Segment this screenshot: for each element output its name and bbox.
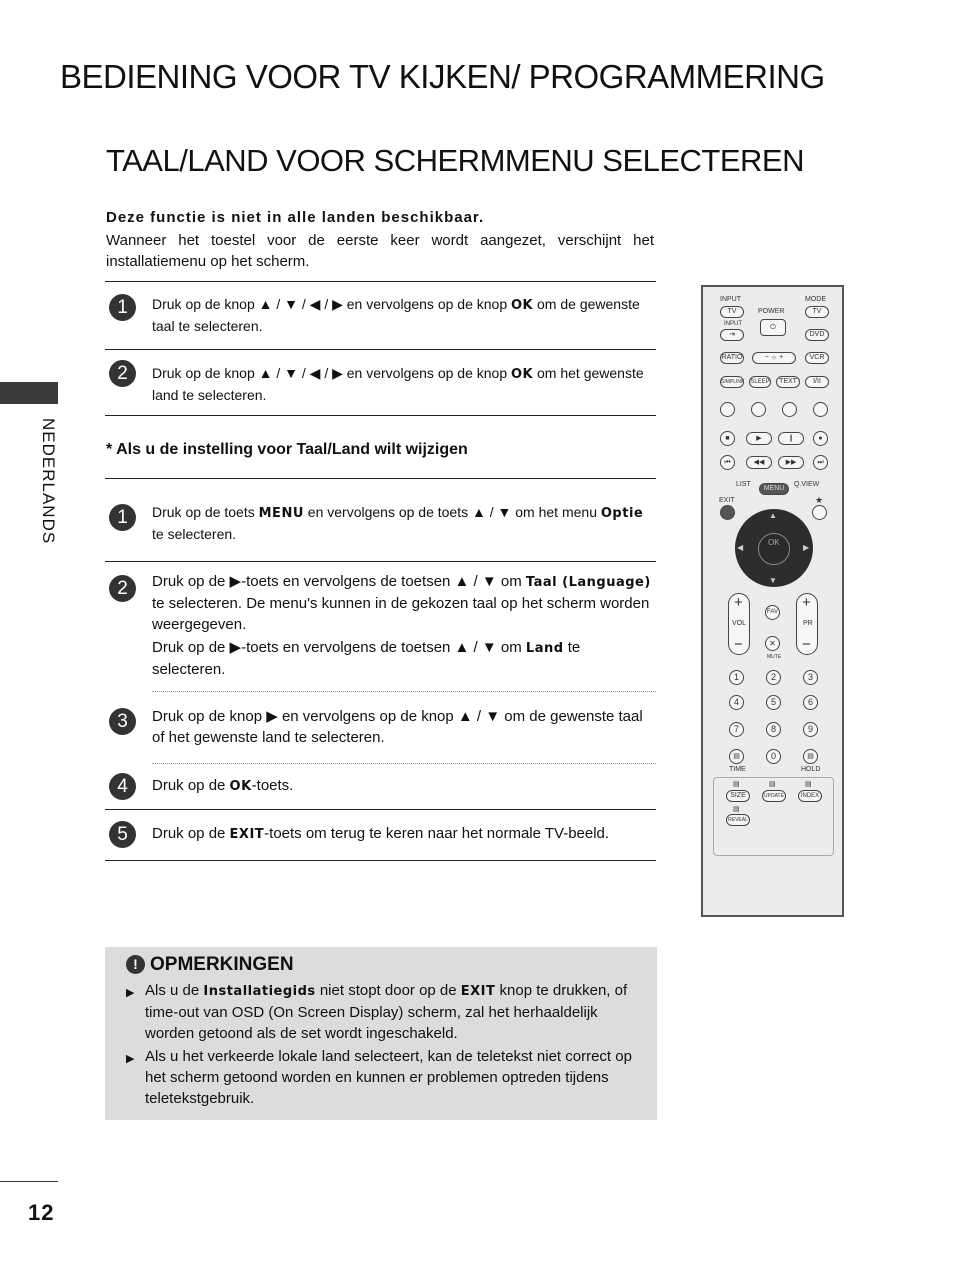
plus-icon: +	[734, 594, 743, 611]
minus-icon: −	[734, 636, 743, 653]
remote-mode-label: MODE	[805, 296, 826, 303]
divider	[105, 809, 656, 810]
arrow-left-icon: ◀	[737, 543, 744, 552]
step-text: Druk op de knop ▲ / ▼ / ◀ / ▶ en vervolgens op de knop OK om het gewenste land te selecteren.	[152, 365, 644, 403]
divider	[105, 415, 656, 416]
mute-icon: ✕	[765, 636, 780, 651]
dotted-divider	[152, 763, 656, 764]
subheading: * Als u de instelling voor Taal/Land wilt wijzigen	[106, 441, 468, 458]
bullet-arrow-icon: ▶	[126, 987, 135, 999]
digit-button: 5	[766, 695, 781, 710]
remote-mode-tv-button: TV	[805, 306, 829, 318]
section-title: TAAL/LAND VOOR SCHERMMENU SELECTEREN	[106, 143, 804, 178]
intro-text: Wanneer het toestel voor de eerste keer wordt aangezet, verschijnt het installatiemenu op het scherm.	[106, 232, 654, 270]
remote-index-button: INDEX	[798, 790, 822, 802]
step-number: 2	[109, 575, 136, 602]
remote-dvd-button: DVD	[805, 329, 829, 341]
digit-button: 7	[729, 722, 744, 737]
color-button	[720, 402, 735, 417]
divider	[105, 478, 656, 479]
remote-list-label: LIST	[736, 481, 751, 488]
remote-mute-label: MUTE	[767, 654, 782, 660]
star-icon: ★	[815, 495, 824, 505]
step-number: 1	[109, 504, 136, 531]
remote-vol-label: VOL	[732, 620, 747, 627]
star-button	[812, 505, 827, 520]
teletext-icon: ▤	[805, 781, 812, 788]
plus-icon: +	[802, 594, 811, 611]
step-text: Druk op de OK-toets.	[152, 777, 294, 794]
step-number: 3	[109, 708, 136, 735]
page-title: BEDIENING VOOR TV KIJKEN/ PROGRAMMERING	[60, 58, 825, 95]
remote-exit-label: EXIT	[719, 497, 735, 504]
remote-i-ii-button: I/II	[805, 376, 829, 388]
pause-icon: ❙	[778, 432, 804, 445]
bullet-arrow-icon: ▶	[126, 1053, 135, 1065]
remote-time-label: TIME	[729, 766, 746, 773]
remote-menu-button: MENU	[759, 483, 789, 495]
divider	[105, 281, 656, 282]
note-item: Als u de Installatiegids niet stopt door op de EXIT knop te drukken, of time-out van OSD (On Screen Display) scherm, zal het herhaaldelijk worden getoond als de set wordt ingeschakeld.	[145, 982, 628, 1042]
teletext-icon: ▤	[729, 749, 744, 764]
digit-button: 6	[803, 695, 818, 710]
step-number: 5	[109, 821, 136, 848]
remote-fav-button: FAV	[765, 605, 780, 620]
remote-size-button: SIZE	[726, 790, 750, 802]
remote-pr-label: PR	[803, 620, 813, 627]
fast-forward-icon: ▶▶	[778, 456, 804, 469]
remote-input-label: INPUT	[720, 296, 741, 303]
exit-button	[720, 505, 735, 520]
divider	[105, 860, 656, 861]
remote-ok-label: OK	[768, 538, 780, 547]
remote-tv-button: TV	[720, 306, 744, 318]
step-text: Druk op de EXIT-toets om terug te keren naar het normale TV-beeld.	[152, 825, 610, 842]
color-button	[813, 402, 828, 417]
step-text: Druk op de knop ▶ en vervolgens op de knop ▲ / ▼ om de gewenste taal of het gewenste land te selecteren.	[152, 708, 643, 746]
brightness-icon: − ☼ +	[752, 352, 796, 364]
play-icon: ▶	[746, 432, 772, 445]
remote-qview-label: Q.VIEW	[794, 481, 820, 488]
remote-reveal-button: REVEAL	[726, 814, 750, 826]
step-text: Druk op de ▶-toets en vervolgens de toetsen ▲ / ▼ om Land te selecteren.	[152, 639, 581, 678]
intro-bold-text: Deze functie is niet in alle landen beschikbaar.	[106, 209, 485, 226]
digit-button: 8	[766, 722, 781, 737]
step-number: 1	[109, 294, 136, 321]
teletext-icon: ▤	[769, 781, 776, 788]
digit-button: 4	[729, 695, 744, 710]
remote-vcr-button: VCR	[805, 352, 829, 364]
power-icon: ⏻	[760, 319, 786, 336]
teletext-icon: ▤	[803, 749, 818, 764]
input-source-icon: ⇥	[720, 329, 744, 341]
digit-button: 3	[803, 670, 818, 685]
step-number: 2	[109, 360, 136, 387]
digit-button: 2	[766, 670, 781, 685]
digit-button: 9	[803, 722, 818, 737]
teletext-icon: ▤	[733, 806, 740, 813]
remote-update-button: UPDATE	[762, 790, 786, 802]
digit-button: 1	[729, 670, 744, 685]
skip-back-icon: ⏮	[720, 455, 735, 470]
sidebar-tab	[0, 382, 58, 404]
rewind-icon: ◀◀	[746, 456, 772, 469]
step-number: 4	[109, 773, 136, 800]
remote-input-small-label: INPUT	[724, 321, 742, 327]
step-text: Druk op de toets MENU en vervolgens op de toets ▲ / ▼ om het menu Optie te selecteren.	[152, 504, 644, 542]
divider	[105, 561, 656, 562]
teletext-icon: ▤	[733, 781, 740, 788]
arrow-down-icon: ▼	[769, 576, 777, 585]
note-item: Als u het verkeerde lokale land selecteert, kan de teletekst niet correct op het scherm getoond worden en kunnen er problemen optreden tijdens teletekstgebruik.	[145, 1048, 632, 1107]
stop-icon: ■	[720, 431, 735, 446]
remote-hold-label: HOLD	[801, 766, 821, 773]
remote-sleep-button: SLEEP	[749, 376, 771, 388]
divider	[105, 349, 656, 350]
page-number-rule	[0, 1181, 58, 1182]
step-text: Druk op de knop ▲ / ▼ / ◀ / ▶ en vervolgens op de knop OK om de gewenste taal te selecteren.	[152, 296, 640, 334]
sidebar-language-label: NEDERLANDS	[39, 418, 58, 545]
color-button	[782, 402, 797, 417]
notes-title: OPMERKINGEN	[150, 954, 294, 975]
step-text: Druk op de ▶-toets en vervolgens de toetsen ▲ / ▼ om Taal (Language) te selecteren. De menu's kunnen in de gekozen taal op het scherm worden weergegeven.	[152, 573, 651, 633]
dotted-divider	[152, 691, 656, 692]
page-number: 12	[28, 1200, 55, 1225]
remote-simplink-button: SIMPLINK	[720, 376, 744, 388]
color-button	[751, 402, 766, 417]
record-icon: ●	[813, 431, 828, 446]
digit-button: 0	[766, 749, 781, 764]
skip-forward-icon: ⏭	[813, 455, 828, 470]
minus-icon: −	[802, 636, 811, 653]
arrow-up-icon: ▲	[769, 511, 777, 520]
remote-power-label: POWER	[758, 308, 785, 315]
arrow-right-icon: ▶	[803, 543, 810, 552]
remote-ratio-button: RATIO	[720, 352, 744, 364]
warning-icon: !	[126, 955, 145, 974]
remote-text-button: TEXT	[776, 376, 800, 388]
